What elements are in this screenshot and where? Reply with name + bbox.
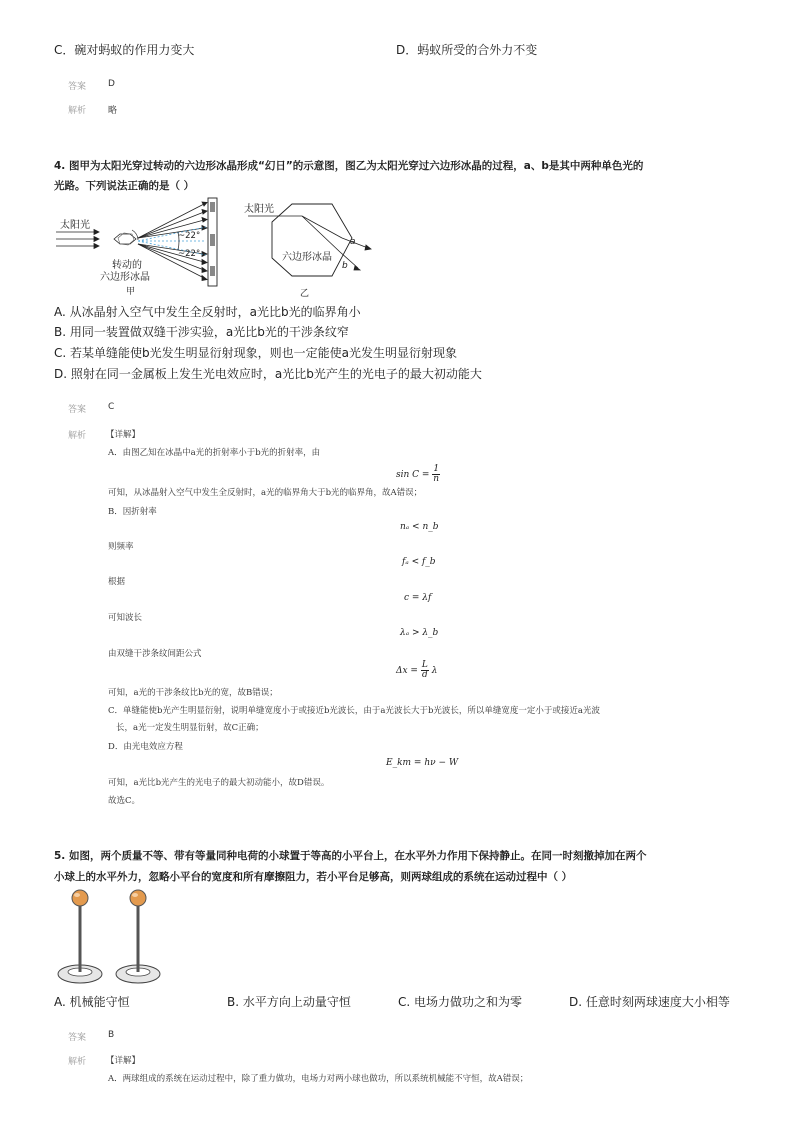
option-d-prev: D．蚂蚁所受的合外力不变 bbox=[396, 43, 538, 57]
q4-stem-line2: 光路。下列说法正确的是（ ） bbox=[54, 180, 195, 192]
hex-crystal-label: 六边形冰晶 bbox=[282, 252, 332, 263]
q4-line-b6: 可知，a光的干涉条纹比b光的宽，故B错误； bbox=[108, 688, 278, 698]
q5-analysis-label: 解析 bbox=[68, 1057, 87, 1067]
q4-line-b3: 根据 bbox=[108, 577, 126, 587]
eq-f: fₐ < f_b bbox=[402, 557, 436, 567]
q4-line-d1: D．由光电效应方程 bbox=[108, 742, 183, 752]
eq-n: nₐ < n_b bbox=[400, 522, 439, 532]
fig-sunlight-label: 太阳光 bbox=[60, 220, 90, 231]
q4-answer-label: 答案 bbox=[68, 405, 87, 415]
answer-label: 答案 bbox=[68, 82, 87, 92]
q5-option-d: D. 任意时刻两球速度大小相等 bbox=[569, 995, 730, 1009]
q5-stem-line1: 5. 如图，两个质量不等、带有等量同种电荷的小球置于等高的小平台上，在水平外力作用下保持静止。在同一时刻撤掉加在两个 bbox=[54, 850, 647, 862]
q5-option-c: C. 电场力做功之和为零 bbox=[398, 995, 523, 1009]
q4-line-d2: 可知，a光比b光产生的光电子的最大初动能小，故D错误。 bbox=[108, 778, 330, 788]
eq-deltax: Δx = $\frac{L}{d}$ λ bbox=[396, 660, 438, 680]
q4-line-b4: 可知波长 bbox=[108, 613, 143, 623]
analysis-label: 解析 bbox=[68, 106, 87, 116]
q4-analysis-label: 解析 bbox=[68, 431, 87, 441]
q4-option-a: A. 从冰晶射入空气中发生全反射时，a光比b光的临界角小 bbox=[54, 305, 361, 319]
q5-option-b: B. 水平方向上动量守恒 bbox=[227, 995, 351, 1009]
q4-stem-line1: 4. 图甲为太阳光穿过转动的六边形冰晶形成“幻日”的示意图，图乙为太阳光穿过六边形冰晶的过程，a、b是其中两种单色光的 bbox=[54, 160, 644, 172]
q4-line-c1: C．单缝能使b光产生明显衍射，说明单缝宽度小于或接近b光波长，由于a光波长大于b光波长，所以单缝宽度一定小于或接近a光波 bbox=[108, 706, 600, 716]
yi-sunlight-label: 太阳光 bbox=[244, 204, 274, 215]
rotating-label-1: 转动的 bbox=[112, 260, 142, 271]
figure-jia bbox=[54, 194, 234, 300]
q5-answer-label: 答案 bbox=[68, 1033, 87, 1043]
figure-two-balls bbox=[54, 884, 170, 988]
q4-line-b1: B．因折射率 bbox=[108, 507, 157, 517]
ray-a-label: a bbox=[350, 237, 356, 247]
angle-top-label: ~22° bbox=[178, 231, 201, 241]
q4-answer-value: C bbox=[108, 402, 115, 412]
answer-value: D bbox=[108, 79, 115, 89]
eq-sinc: sin C = $\frac{1}{n}$ bbox=[396, 464, 440, 484]
analysis-value: 略 bbox=[108, 106, 118, 116]
label-jia: 甲 bbox=[126, 287, 136, 297]
q4-option-d: D. 照射在同一金属板上发生光电效应时，a光比b光产生的光电子的最大初动能大 bbox=[54, 367, 482, 381]
option-c-prev: C．碗对蚂蚁的作用力变大 bbox=[54, 43, 195, 57]
label-yi: 乙 bbox=[300, 289, 310, 299]
q4-line-c2: 长，a光一定发生明显衍射，故C正确； bbox=[116, 723, 264, 733]
q4-line-a1: A．由图乙知在冰晶中a光的折射率小于b光的折射率，由 bbox=[108, 448, 321, 458]
q5-option-a: A. 机械能守恒 bbox=[54, 995, 130, 1009]
q5-detail-title: 【详解】 bbox=[106, 1056, 141, 1066]
eq-lambda: λₐ > λ_b bbox=[400, 628, 439, 638]
figure-yi bbox=[238, 198, 378, 300]
q4-line-a2: 可知，从冰晶射入空气中发生全反射时，a光的临界角大于b光的临界角，故A错误； bbox=[108, 488, 423, 498]
rotating-label-2: 六边形冰晶 bbox=[100, 272, 150, 283]
q4-line-b2: 则频率 bbox=[108, 542, 134, 552]
eq-c: c = λf bbox=[404, 593, 432, 603]
q5-stem-line2: 小球上的水平外力，忽略小平台的宽度和所有摩擦阻力，若小平台足够高，则两球组成的系统在运动过程中（ ） bbox=[54, 871, 573, 883]
q5-answer-value: B bbox=[108, 1030, 115, 1040]
ray-b-label: b bbox=[342, 261, 348, 271]
q4-option-c: C. 若某单缝能使b光发生明显衍射现象，则也一定能使a光发生明显衍射现象 bbox=[54, 346, 457, 360]
q4-line-b5: 由双缝干涉条纹间距公式 bbox=[108, 649, 202, 659]
angle-bottom-label: ~22° bbox=[178, 249, 201, 259]
eq-photoelectric: E_km = hν − W bbox=[386, 758, 459, 768]
q5-line-a1: A．两球组成的系统在运动过程中，除了重力做功，电场力对两小球也做功，所以系统机械能不守恒，故A错误； bbox=[108, 1074, 529, 1084]
q4-line-end: 故选C。 bbox=[108, 796, 141, 806]
q4-detail-title: 【详解】 bbox=[106, 430, 141, 440]
q4-option-b: B. 用同一装置做双缝干涉实验，a光比b光的干涉条纹窄 bbox=[54, 325, 349, 339]
